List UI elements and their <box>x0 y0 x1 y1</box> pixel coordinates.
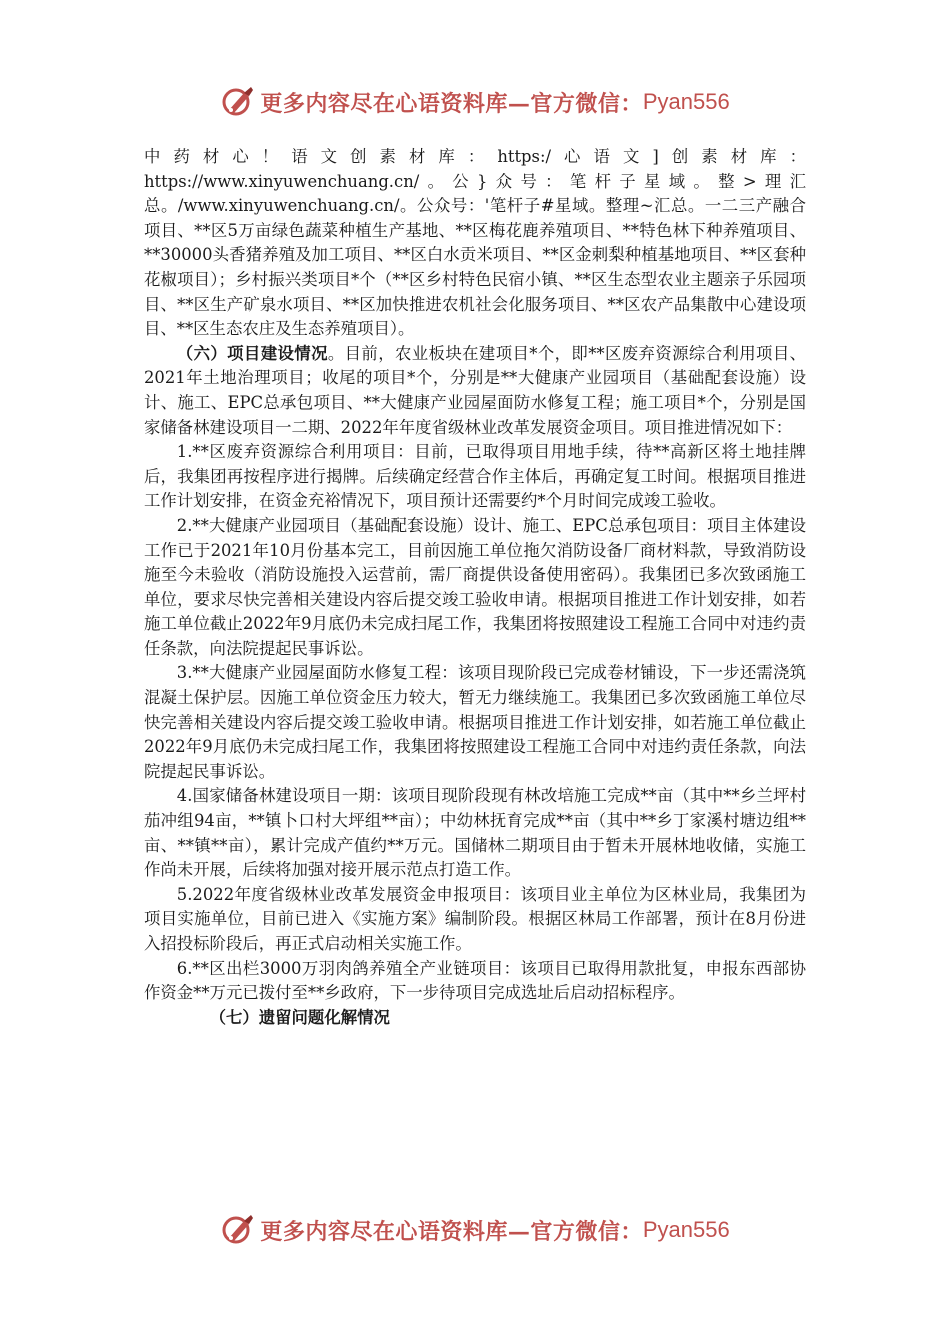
paragraph-item-3: 3.**大健康产业园屋面防水修复工程：该项目现阶段已完成卷材铺设，下一步还需浇筑混凝土保护层。因施工单位资金压力较大，暂无力继续施工。我集团已多次致函施工单位尽快完善相关建设内容后提交竣工验收申请。根据项目推进工作计划安排，如若施工单位截止2022年9月底仍未完成扫尾工作，我集团将按照建设工程施工合同中对违约责任条款，向法院提起民事诉讼。 <box>144 663 806 781</box>
paragraph-item-1: 1.**区废弃资源综合利用项目：目前，已取得项目用地手续，待**高新区将土地挂牌后，我集团再按程序进行揭牌。后续确定经营合作主体后，再确定复工时间。根据项目推进工作计划安排，在资金充裕情况下，项目预计还需要约*个月时间完成竣工验收。 <box>144 442 806 511</box>
banner-text: 更多内容尽在心语资料库—官方微信： <box>260 1218 643 1245</box>
pen-nib-logo-icon <box>220 84 256 120</box>
document-body <box>144 145 806 1030</box>
paragraph-item-5: 5.2022年度省级林业改革发展资金申报项目：该项目业主单位为区林业局，我集团为项目实施单位，目前已进入《实施方案》编制阶段。根据区林局工作部署，预计在8月份进入招投标阶段后，再正式启动相关实施工作。 <box>144 884 806 953</box>
section-6-text: 。目前，农业板块在建项目*个，即**区废弃资源综合利用项目、2021年土地治理项目；收尾的项目*个，分别是**大健康产业园项目（基础配套设施）设计、施工、EPC总承包项目、**大健康产业园屋面防水修复工程；施工项目*个，分别是国家储备林建设项目一二期、2022年年度省级林业改革发展资金项目。项目推进情况如下： <box>144 343 806 437</box>
section-heading-7: （七）遗留问题化解情况 <box>209 1007 390 1027</box>
paragraph-section-6 <box>144 342 806 440</box>
header-banner <box>0 80 950 124</box>
banner-wechat-id: Pyan556 <box>642 89 730 114</box>
pen-nib-logo-icon <box>220 1212 256 1248</box>
paragraph-item-6: 6.**区出栏3000万羽肉鸽养殖全产业链项目：该项目已取得用款批复，申报东西部协作资金**万元已拨付至**乡政府，下一步待项目完成选址后启动招标程序。 <box>144 958 806 1003</box>
paragraph-item-4: 4.国家储备林建设项目一期：该项目现阶段现有林改培施工完成**亩（其中**乡兰坪村茄冲组94亩，**镇卜口村大坪组**亩）；中幼林抚育完成**亩（其中**乡丁家溪村塘边组**亩、**镇**亩），累计完成产值约**万元。国储林二期项目由于暂未开展林地收储，实施工作尚未开展，后续将加强对接开展示范点打造工作。 <box>144 786 806 880</box>
paragraph-intro: 中药材心！语文创素材库：https:/心语文]创素材库：https://www.xinyuwenchuang.cn/。公}众号：笔杆子星域。整>理汇总。/www.xinyuwenchuang.cn/。公众号：'笔杆子#星域。整理~汇总。一二三产融合项目、**区5万亩绿色蔬菜种植生产基地、**区梅花鹿养殖项目、**特色林下种养殖项目、**30000头香猪养殖及加工项目、**区白水贡米项目、**区金刺梨种植基地项目、**区套种花椒项目）；乡村振兴类项目*个（**区乡村特色民宿小镇、**区生态型农业主题亲子乐园项目、**区生产矿泉水项目、**区加快推进农机社会化服务项目、**区农产品集散中心建设项目、**区生态农庄及生态养殖项目）。 <box>144 147 806 339</box>
section-heading-6: （六）项目建设情况 <box>176 343 328 363</box>
banner-wechat-id: Pyan556 <box>642 1217 730 1242</box>
banner-text: 更多内容尽在心语资料库—官方微信： <box>260 90 643 117</box>
footer-banner <box>0 1208 950 1252</box>
paragraph-item-2: 2.**大健康产业园项目（基础配套设施）设计、施工、EPC总承包项目：项目主体建设工作已于2021年10月份基本完工，目前因施工单位拖欠消防设备厂商材料款，导致消防设施至今未验收（消防设施投入运营前，需厂商提供设备使用密码）。我集团已多次致函施工单位，要求尽快完善相关建设内容后提交竣工验收申请。根据项目推进工作计划安排，如若施工单位截止2022年9月底仍未完成扫尾工作，我集团将按照建设工程施工合同中对违约责任条款，向法院提起民事诉讼。 <box>144 515 806 658</box>
